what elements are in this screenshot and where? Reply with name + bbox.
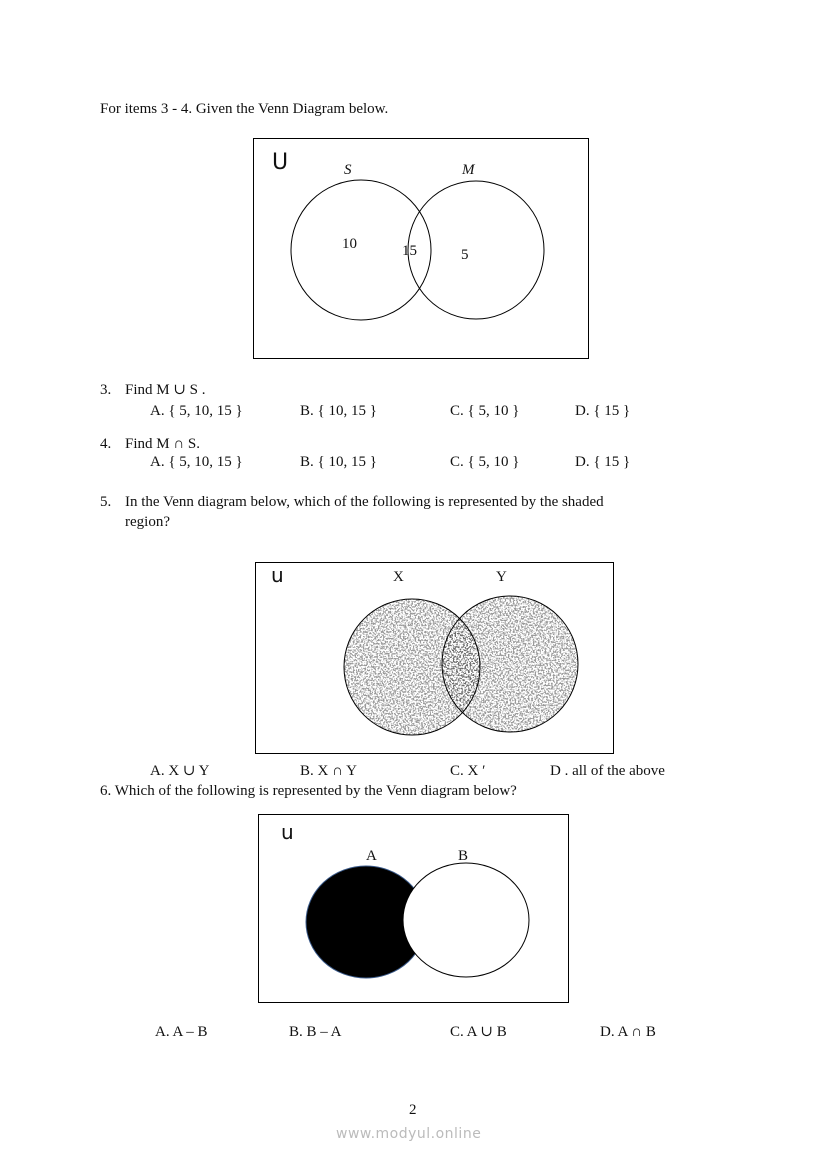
set-m-label: M <box>462 162 475 178</box>
set-y-label: Y <box>496 569 507 585</box>
q4-option-d: D. { 15 } <box>575 454 631 470</box>
q5-option-d: D . all of the above <box>550 763 665 779</box>
universe-label: u <box>281 820 294 844</box>
q6-option-d: D. A ∩ B <box>600 1024 656 1040</box>
q4-text: Find M ∩ S. <box>125 436 201 452</box>
q5-text-line2: region? <box>125 514 170 530</box>
q5-text-line1: In the Venn diagram below, which of the following is represented by the shaded <box>125 494 604 510</box>
universe-label: u <box>271 563 284 587</box>
q4-option-c: C. { 5, 10 } <box>450 454 520 470</box>
venn-diagram-1 <box>254 139 589 359</box>
q3-option-d: D. { 15 } <box>575 403 631 419</box>
q4-option-b: B. { 10, 15 } <box>300 454 377 470</box>
q6-text: 6. Which of the following is represented by the Venn diagram below? <box>100 783 517 799</box>
universe-label: U <box>272 150 289 175</box>
q3-option-a: A. { 5, 10, 15 } <box>150 403 243 419</box>
set-s-label: S <box>344 162 352 178</box>
q6-option-b: B. B – A <box>289 1024 342 1040</box>
q3-option-b: B. { 10, 15 } <box>300 403 377 419</box>
universe-box <box>254 139 589 359</box>
watermark: www.modyul.online <box>336 1126 482 1142</box>
intro-text: For items 3 - 4. Given the Venn Diagram below. <box>100 101 389 117</box>
q6-option-a: A. A – B <box>155 1024 208 1040</box>
q5-option-c: C. X ′ <box>450 763 486 779</box>
venn-diagram-2 <box>256 563 614 754</box>
q3-option-c: C. { 5, 10 } <box>450 403 520 419</box>
region-m-only: 5 <box>461 247 469 263</box>
set-b-circle <box>403 863 529 977</box>
set-b-label: B <box>458 848 469 864</box>
q3-number: 3. <box>100 382 112 398</box>
region-both: 15 <box>402 243 417 259</box>
set-m-circle <box>408 181 544 319</box>
venn-diagram-3 <box>259 815 569 1003</box>
page-number: 2 <box>409 1102 417 1118</box>
q5-option-a: A. X ∪ Y <box>150 763 210 779</box>
q3-text: Find M ∪ S . <box>125 382 206 398</box>
q6-option-c: C. A ∪ B <box>450 1024 507 1040</box>
q4-number: 4. <box>100 436 112 452</box>
q4-option-a: A. { 5, 10, 15 } <box>150 454 243 470</box>
set-x-label: X <box>393 569 404 585</box>
region-s-only: 10 <box>342 236 357 252</box>
q5-number: 5. <box>100 494 112 510</box>
set-a-label: A <box>366 848 377 864</box>
q5-option-b: B. X ∩ Y <box>300 763 357 779</box>
